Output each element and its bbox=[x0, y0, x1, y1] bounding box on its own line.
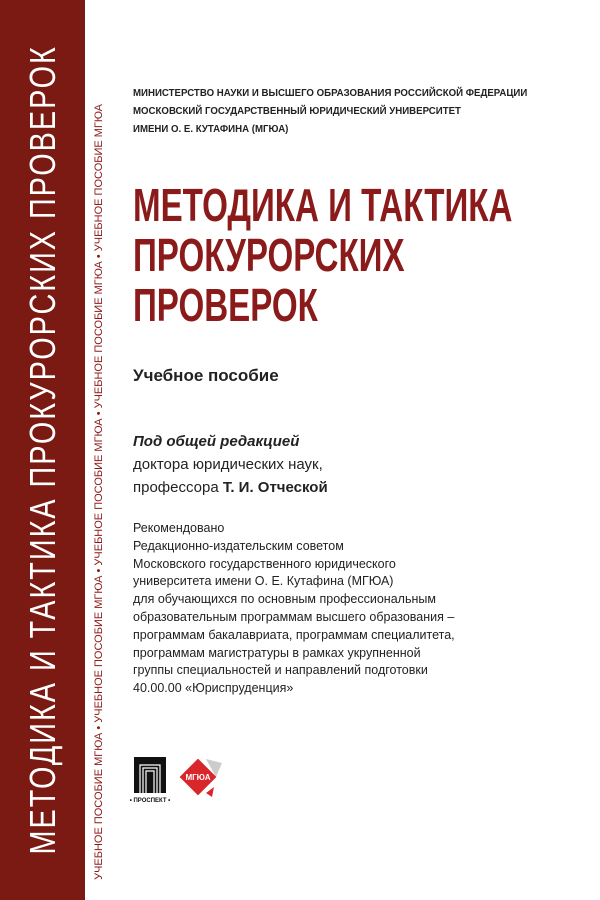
rec-line: университета имени О. Е. Кутафина (МГЮА) bbox=[133, 574, 394, 589]
title-line: МЕТОДИКА И ТАКТИКА bbox=[133, 179, 513, 231]
header-line: МОСКОВСКИЙ ГОСУДАРСТВЕННЫЙ ЮРИДИЧЕСКИЙ УНИВЕРСИТЕТ bbox=[133, 105, 461, 117]
series-strip bbox=[88, 0, 110, 900]
book-type: Учебное пособие bbox=[133, 366, 279, 385]
mgua-logo bbox=[176, 755, 226, 805]
rec-line: для обучающихся по основным профессиональным bbox=[133, 592, 436, 607]
rec-line: программам магистратуры в рамках укрупненной bbox=[133, 645, 421, 660]
editor-name: Т. И. Отческой bbox=[222, 479, 328, 496]
series-text: УЧЕБНОЕ ПОСОБИЕ МГЮА • УЧЕБНОЕ ПОСОБИЕ МГЮА • УЧЕБНОЕ ПОСОБИЕ МГЮА • УЧЕБНОЕ ПОСОБИЕ МГЮА • УЧЕБНОЕ ПОСОБИЕ МГЮА bbox=[93, 104, 105, 880]
editor-label: Под общей редакцией bbox=[133, 433, 300, 450]
rec-line: 40.00.00 «Юриспруденция» bbox=[133, 681, 294, 696]
svg-text:МГЮА: МГЮА bbox=[185, 773, 211, 782]
book-title bbox=[133, 180, 512, 330]
editor-title: профессора bbox=[133, 479, 223, 496]
spine-title bbox=[0, 0, 85, 900]
header-line: МИНИСТЕРСТВО НАУКИ И ВЫСШЕГО ОБРАЗОВАНИЯ РОССИЙСКОЙ ФЕДЕРАЦИИ bbox=[133, 87, 528, 99]
rec-line: образовательным программам высшего образования – bbox=[133, 609, 455, 624]
rec-line: программам бакалавриата, программам специалитета, bbox=[133, 627, 455, 642]
editor-degree: доктора юридических наук, bbox=[133, 456, 323, 473]
institution-header bbox=[133, 84, 527, 138]
svg-text:• ПРОСПЕКТ •: • ПРОСПЕКТ • bbox=[129, 798, 171, 804]
title-line: ПРОКУРОРСКИХ bbox=[133, 229, 405, 281]
prospekt-logo bbox=[128, 755, 172, 805]
rec-line: группы специальностей и направлений подготовки bbox=[133, 663, 428, 678]
rec-line: Московского государственного юридического bbox=[133, 556, 396, 571]
editor-block bbox=[133, 430, 328, 499]
rec-line: Рекомендовано bbox=[133, 521, 225, 535]
spine-title-text: МЕТОДИКА И ТАКТИКА ПРОКУРОРСКИХ ПРОВЕРОК bbox=[21, 45, 63, 855]
recommendation bbox=[133, 520, 455, 698]
rec-line: Редакционно-издательским советом bbox=[133, 538, 344, 553]
header-line: ИМЕНИ О. Е. КУТАФИНА (МГЮА) bbox=[133, 123, 289, 135]
title-line: ПРОВЕРОК bbox=[133, 279, 318, 331]
